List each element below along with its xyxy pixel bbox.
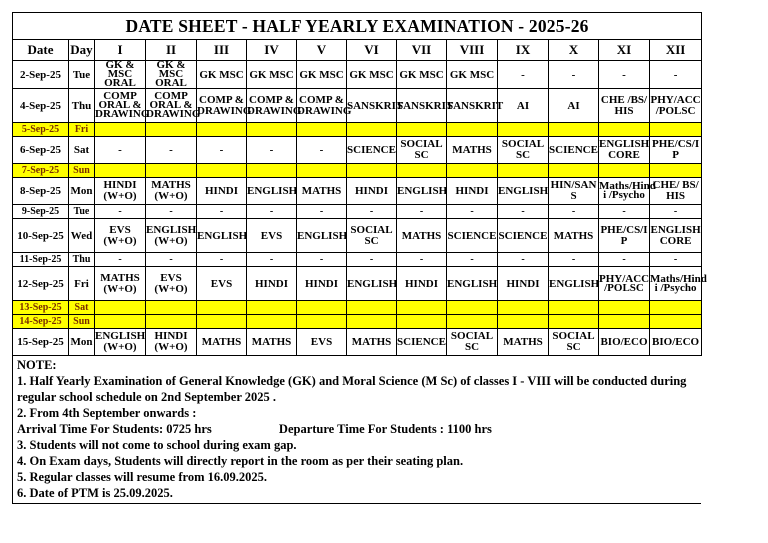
column-header: XII <box>650 40 702 61</box>
date-cell: 5-Sep-25 <box>13 123 69 137</box>
exam-cell: CHE/ BS/ HIS <box>650 178 702 205</box>
exam-cell: COMP ORAL & DRAWING <box>146 89 197 123</box>
table-row <box>13 267 702 301</box>
date-cell: 2-Sep-25 <box>13 61 69 89</box>
exam-cell: - <box>146 205 197 219</box>
date-cell: 6-Sep-25 <box>13 137 69 164</box>
exam-cell: - <box>498 205 549 219</box>
exam-cell: - <box>549 253 599 267</box>
exam-cell: MATHS (W+O) <box>146 178 197 205</box>
exam-cell <box>146 164 197 178</box>
exam-cell <box>650 301 702 315</box>
day-cell: Thu <box>69 253 95 267</box>
exam-cell: MATHS <box>297 178 347 205</box>
exam-cell: - <box>397 253 447 267</box>
exam-cell: AI <box>498 89 549 123</box>
exam-cell <box>146 123 197 137</box>
exam-cell: - <box>247 205 297 219</box>
date-cell: 10-Sep-25 <box>13 219 69 253</box>
exam-cell: - <box>650 205 702 219</box>
date-cell: 7-Sep-25 <box>13 164 69 178</box>
column-header: II <box>146 40 197 61</box>
exam-cell <box>347 164 397 178</box>
exam-cell: GK MSC <box>397 61 447 89</box>
exam-cell <box>599 164 650 178</box>
exam-cell: EVS (W+O) <box>146 267 197 301</box>
exam-cell: MATHS <box>498 329 549 356</box>
notes-section <box>12 356 701 504</box>
exam-cell: PHE/CS/I P <box>599 219 650 253</box>
exam-cell: PHE/CS/I P <box>650 137 702 164</box>
date-cell: 4-Sep-25 <box>13 89 69 123</box>
exam-cell: HINDI <box>347 178 397 205</box>
exam-cell <box>197 301 247 315</box>
exam-cell <box>397 164 447 178</box>
note-5: 5. Regular classes will resume from 16.09.2025. <box>17 470 267 484</box>
column-header: X <box>549 40 599 61</box>
exam-cell: SANSKRIT <box>347 89 397 123</box>
exam-cell: - <box>498 61 549 89</box>
table-row <box>13 301 702 315</box>
day-cell: Sun <box>69 315 95 329</box>
table-row <box>13 219 702 253</box>
exam-cell: ENGLISH <box>197 219 247 253</box>
exam-cell: - <box>599 253 650 267</box>
exam-cell: - <box>247 253 297 267</box>
column-header: Date <box>13 40 69 61</box>
exam-cell: - <box>447 253 498 267</box>
column-header: I <box>95 40 146 61</box>
column-header: Day <box>69 40 95 61</box>
exam-cell <box>549 315 599 329</box>
exam-cell: Maths/Hind i /Psycho <box>599 178 650 205</box>
exam-cell: - <box>650 253 702 267</box>
exam-cell: - <box>197 205 247 219</box>
table-row <box>13 253 702 267</box>
exam-cell: GK MSC <box>197 61 247 89</box>
exam-cell: ENGLISH <box>447 267 498 301</box>
exam-cell: HINDI <box>197 178 247 205</box>
column-header: VI <box>347 40 397 61</box>
column-header: V <box>297 40 347 61</box>
exam-cell <box>297 301 347 315</box>
day-cell: Sat <box>69 301 95 315</box>
exam-cell <box>95 315 146 329</box>
day-cell: Fri <box>69 267 95 301</box>
exam-cell: MATHS <box>197 329 247 356</box>
exam-cell <box>447 315 498 329</box>
exam-cell: - <box>197 137 247 164</box>
exam-cell: SCIENCE <box>549 137 599 164</box>
exam-cell: PHY/ACC /POLSC <box>650 89 702 123</box>
exam-cell: Maths/Hind i /Psycho <box>650 267 702 301</box>
exam-cell: ENGLISH <box>247 178 297 205</box>
date-cell: 15-Sep-25 <box>13 329 69 356</box>
exam-cell: SOCIAL SC <box>549 329 599 356</box>
exam-cell <box>95 164 146 178</box>
exam-cell: - <box>197 253 247 267</box>
column-header: IX <box>498 40 549 61</box>
exam-cell: PHY/ACC /POLSC <box>599 267 650 301</box>
departure-time: Departure Time For Students : 1100 hrs <box>278 422 492 436</box>
exam-cell: SOCIAL SC <box>347 219 397 253</box>
table-row <box>13 329 702 356</box>
exam-cell: - <box>95 205 146 219</box>
exam-cell: ENGLISH (W+O) <box>95 329 146 356</box>
exam-cell: GK MSC <box>447 61 498 89</box>
exam-cell: HIN/SAN S <box>549 178 599 205</box>
date-cell: 13-Sep-25 <box>13 301 69 315</box>
exam-cell: - <box>297 253 347 267</box>
exam-cell <box>397 315 447 329</box>
exam-cell: HINDI <box>498 267 549 301</box>
exam-cell <box>247 301 297 315</box>
note-3: 3. Students will not come to school during exam gap. <box>17 438 297 452</box>
exam-cell <box>599 123 650 137</box>
exam-cell: COMP & DRAWING <box>197 89 247 123</box>
exam-cell: HINDI <box>297 267 347 301</box>
exam-cell <box>297 164 347 178</box>
day-cell: Mon <box>69 329 95 356</box>
exam-cell: ENGLISH <box>297 219 347 253</box>
exam-cell: GK MSC <box>297 61 347 89</box>
table-row <box>13 205 702 219</box>
note-6: 6. Date of PTM is 25.09.2025. <box>17 486 173 500</box>
exam-cell: SCIENCE <box>447 219 498 253</box>
note-times <box>17 421 697 437</box>
exam-cell: - <box>146 137 197 164</box>
exam-schedule-table <box>12 12 707 356</box>
exam-cell: HINDI (W+O) <box>95 178 146 205</box>
exam-cell: - <box>447 205 498 219</box>
note-2: 2. From 4th September onwards : <box>17 406 197 420</box>
exam-cell: SOCIAL SC <box>397 137 447 164</box>
exam-cell: ENGLISH <box>347 267 397 301</box>
note-1: 1. Half Yearly Examination of General Knowledge (GK) and Moral Science (M Sc) of classes I - VIII will be conducted during regular school schedule on 2nd September 2025 . <box>17 374 687 404</box>
exam-cell: ENGLISH <box>549 267 599 301</box>
exam-cell <box>549 123 599 137</box>
date-cell: 12-Sep-25 <box>13 267 69 301</box>
note-4: 4. On Exam days, Students will directly report in the room as per their seating plan. <box>17 454 464 468</box>
table-row <box>13 178 702 205</box>
exam-cell: - <box>347 253 397 267</box>
day-cell: Thu <box>69 89 95 123</box>
exam-cell: SOCIAL SC <box>447 329 498 356</box>
exam-cell: EVS <box>247 219 297 253</box>
exam-cell <box>247 123 297 137</box>
exam-cell <box>197 123 247 137</box>
exam-cell <box>650 123 702 137</box>
exam-cell <box>447 301 498 315</box>
exam-cell <box>146 301 197 315</box>
exam-cell <box>599 315 650 329</box>
exam-cell <box>347 315 397 329</box>
exam-cell: SANSKRIT <box>397 89 447 123</box>
column-header: XI <box>599 40 650 61</box>
exam-cell: MATHS (W+O) <box>95 267 146 301</box>
exam-cell <box>397 123 447 137</box>
exam-cell <box>650 315 702 329</box>
exam-cell <box>297 315 347 329</box>
exam-cell: AI <box>549 89 599 123</box>
table-row <box>13 137 702 164</box>
exam-cell <box>599 301 650 315</box>
exam-cell: SOCIAL SC <box>498 137 549 164</box>
exam-cell: BIO/ECO <box>599 329 650 356</box>
exam-cell: BIO/ECO <box>650 329 702 356</box>
exam-cell <box>498 123 549 137</box>
day-cell: Sun <box>69 164 95 178</box>
exam-cell: SCIENCE <box>347 137 397 164</box>
exam-cell: EVS <box>197 267 247 301</box>
exam-cell <box>650 164 702 178</box>
column-header: IV <box>247 40 297 61</box>
exam-cell: - <box>247 137 297 164</box>
day-cell: Wed <box>69 219 95 253</box>
exam-cell: EVS <box>297 329 347 356</box>
exam-cell <box>247 164 297 178</box>
page-title: DATE SHEET - HALF YEARLY EXAMINATION - 2025-26 <box>13 13 702 40</box>
exam-cell <box>498 164 549 178</box>
date-cell: 9-Sep-25 <box>13 205 69 219</box>
exam-cell <box>146 315 197 329</box>
day-cell: Fri <box>69 123 95 137</box>
exam-cell: GK MSC <box>247 61 297 89</box>
exam-cell: - <box>650 61 702 89</box>
exam-cell: SCIENCE <box>498 219 549 253</box>
exam-cell <box>397 301 447 315</box>
exam-cell: ENGLISH <box>498 178 549 205</box>
exam-cell: MATHS <box>347 329 397 356</box>
exam-cell <box>498 315 549 329</box>
exam-cell <box>95 123 146 137</box>
date-sheet <box>12 12 707 504</box>
exam-cell <box>498 301 549 315</box>
exam-cell: - <box>297 137 347 164</box>
table-row <box>13 123 702 137</box>
table-row <box>13 61 702 89</box>
exam-cell: HINDI <box>397 267 447 301</box>
exam-cell: - <box>146 253 197 267</box>
exam-cell: MATHS <box>397 219 447 253</box>
table-row <box>13 89 702 123</box>
exam-cell: - <box>599 205 650 219</box>
exam-cell <box>197 315 247 329</box>
exam-cell <box>549 301 599 315</box>
exam-cell: HINDI (W+O) <box>146 329 197 356</box>
table-row <box>13 164 702 178</box>
exam-cell <box>447 123 498 137</box>
exam-cell: EVS (W+O) <box>95 219 146 253</box>
exam-cell <box>297 123 347 137</box>
exam-cell: - <box>549 205 599 219</box>
exam-cell: ENGLISH CORE <box>599 137 650 164</box>
exam-cell: - <box>549 61 599 89</box>
date-cell: 8-Sep-25 <box>13 178 69 205</box>
notes-heading: NOTE: <box>17 358 57 372</box>
exam-cell: CHE /BS/ HIS <box>599 89 650 123</box>
table-row <box>13 315 702 329</box>
exam-cell <box>347 301 397 315</box>
day-cell: Tue <box>69 205 95 219</box>
exam-cell <box>95 301 146 315</box>
exam-cell <box>197 164 247 178</box>
column-header: VII <box>397 40 447 61</box>
exam-cell <box>347 123 397 137</box>
exam-cell: ENGLISH CORE <box>650 219 702 253</box>
exam-cell: - <box>297 205 347 219</box>
column-header: III <box>197 40 247 61</box>
exam-cell: MATHS <box>447 137 498 164</box>
exam-cell: - <box>498 253 549 267</box>
exam-cell: HINDI <box>447 178 498 205</box>
exam-cell: SANSKRIT <box>447 89 498 123</box>
exam-cell: - <box>397 205 447 219</box>
exam-cell: COMP ORAL & DRAWING <box>95 89 146 123</box>
exam-cell: - <box>599 61 650 89</box>
date-cell: 11-Sep-25 <box>13 253 69 267</box>
exam-cell: GK & MSC ORAL <box>95 61 146 89</box>
arrival-time: Arrival Time For Students: 0725 hrs <box>17 422 212 436</box>
exam-cell <box>247 315 297 329</box>
day-cell: Sat <box>69 137 95 164</box>
exam-cell: - <box>347 205 397 219</box>
exam-cell <box>447 164 498 178</box>
exam-cell: MATHS <box>247 329 297 356</box>
header-row <box>13 40 702 61</box>
exam-cell: MATHS <box>549 219 599 253</box>
exam-cell: HINDI <box>247 267 297 301</box>
exam-cell: COMP & DRAWING <box>297 89 347 123</box>
day-cell: Mon <box>69 178 95 205</box>
exam-cell: COMP & DRAWING <box>247 89 297 123</box>
column-header: VIII <box>447 40 498 61</box>
exam-cell: ENGLISH (W+O) <box>146 219 197 253</box>
exam-cell: GK & MSC ORAL <box>146 61 197 89</box>
exam-cell: SCIENCE <box>397 329 447 356</box>
exam-cell: - <box>95 253 146 267</box>
exam-cell: ENGLISH <box>397 178 447 205</box>
date-cell: 14-Sep-25 <box>13 315 69 329</box>
exam-cell <box>549 164 599 178</box>
exam-cell: GK MSC <box>347 61 397 89</box>
day-cell: Tue <box>69 61 95 89</box>
exam-cell: - <box>95 137 146 164</box>
